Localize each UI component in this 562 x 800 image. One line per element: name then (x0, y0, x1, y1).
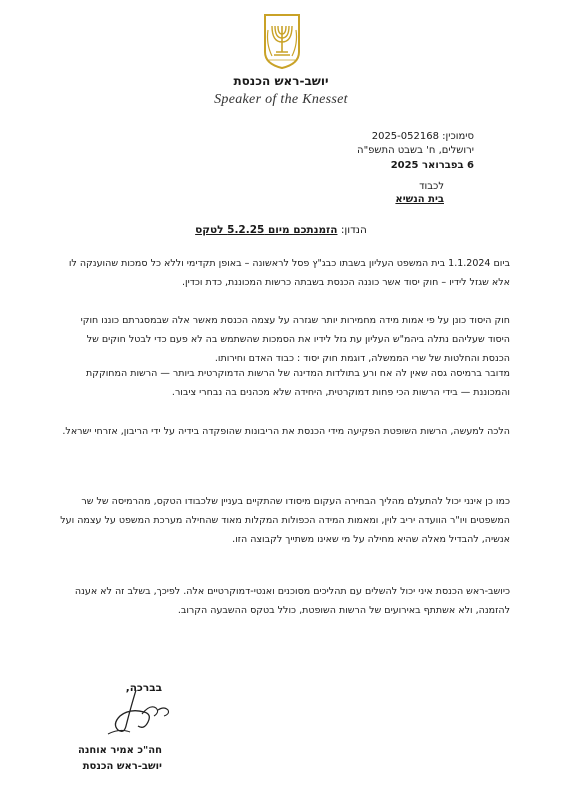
addressee-name: בית הנשיא (395, 194, 444, 205)
date-gregorian: 6 בפברואר 2025 (390, 160, 474, 171)
body-paragraph-3: מדובר ברמיסה גסה שאין לה אח ורע בתולדות המדינה של הרשות הדמוקרטית ביותר — הרשות המחוקקת והמכוננת — בידי הרשות הכי פחות דמוקרטית, היחידה שלא מכהנים בה נבחרי ציבור. (86, 368, 510, 398)
subject-text: הזמנתכם מיום 5.2.25 לטקס (195, 224, 338, 236)
body-paragraph-5: כמו כן אינני יכול להתעלם מהליך הבחירה העקום מיסודו שהתקיים בעניין שלכבודו הטקס, מהרמיסה של שר המשפטים ויו"ר הוועדה יריב לוין, ומאמות המידה הכפולות המקלות מאוד שהחילה מערכת המשפט על עצמה ועל אנשיה, להבדיל מאלה שהיא מחילה על מי שאינו משתייך לקבוצה הזו. (60, 496, 510, 545)
signer-name: חה"כ אמיר אוחנה (77, 745, 162, 756)
knesset-emblem-icon (262, 12, 302, 70)
letterhead-subtitle: Speaker of the Knesset (214, 92, 348, 107)
signer-role: יושב-ראש הכנסת (82, 761, 162, 772)
letterhead-title: יושב-ראש הכנסת (233, 74, 329, 88)
addressee-salutation: לכבוד (419, 181, 444, 192)
body-paragraph-1: ביום 1.1.2024 בית המשפט העליון בשבתו כבג"ץ פסל לראשונה – באופן תקדימי וללא כל סמכות שהוענקה לו אלא שגזל לידיו – חוק יסוד אשר כוננה הכנסת בשבתה כרשות המכוננת, כדת וכדין. (68, 258, 510, 288)
subject-line (0, 224, 562, 236)
subject-label: הנדון: (340, 224, 367, 236)
closing-greeting: בברכה, (125, 682, 162, 694)
body-paragraph-4: הלכה למעשה, הרשות השופטת הפקיעה מידי הכנסת את הריבונות שהופקדה בידיה על ידי הריבון, אזרחי ישראל. (62, 426, 510, 437)
reference-number: סימוכין: 2025-052168 (371, 131, 474, 142)
date-hebrew: ירושלים, ח' בשבט התשפ"ה (357, 145, 474, 156)
body-paragraph-2: חוק היסוד כונן על פי אמות מידה מחמירות יותר שגזרה על עצמה הכנסת מאשר אלה שבמסגרתם כוננו חוקי היסוד שעליהם נתלה ביהמ"ש העליון עת גזל לידיו את הסמכות שהשתמש בה לא פעם כדי לבטל חוקים של הכנסת והחלטות של שרי הממשלה, דוגמת חוק יסוד : כבוד האדם וחירותו. (80, 315, 510, 364)
handwritten-signature (100, 686, 180, 738)
body-paragraph-6: כיושב-ראש הכנסת איני יכול להשלים עם תהליכים מסוכנים ואנטי-דמוקרטיים אלה. לפיכך, בשלב זה לא אענה להזמנה, ולא אשתתף באירועים של הרשות השופטת, כולל בטקס ההשבעה הקרוב. (74, 586, 510, 616)
